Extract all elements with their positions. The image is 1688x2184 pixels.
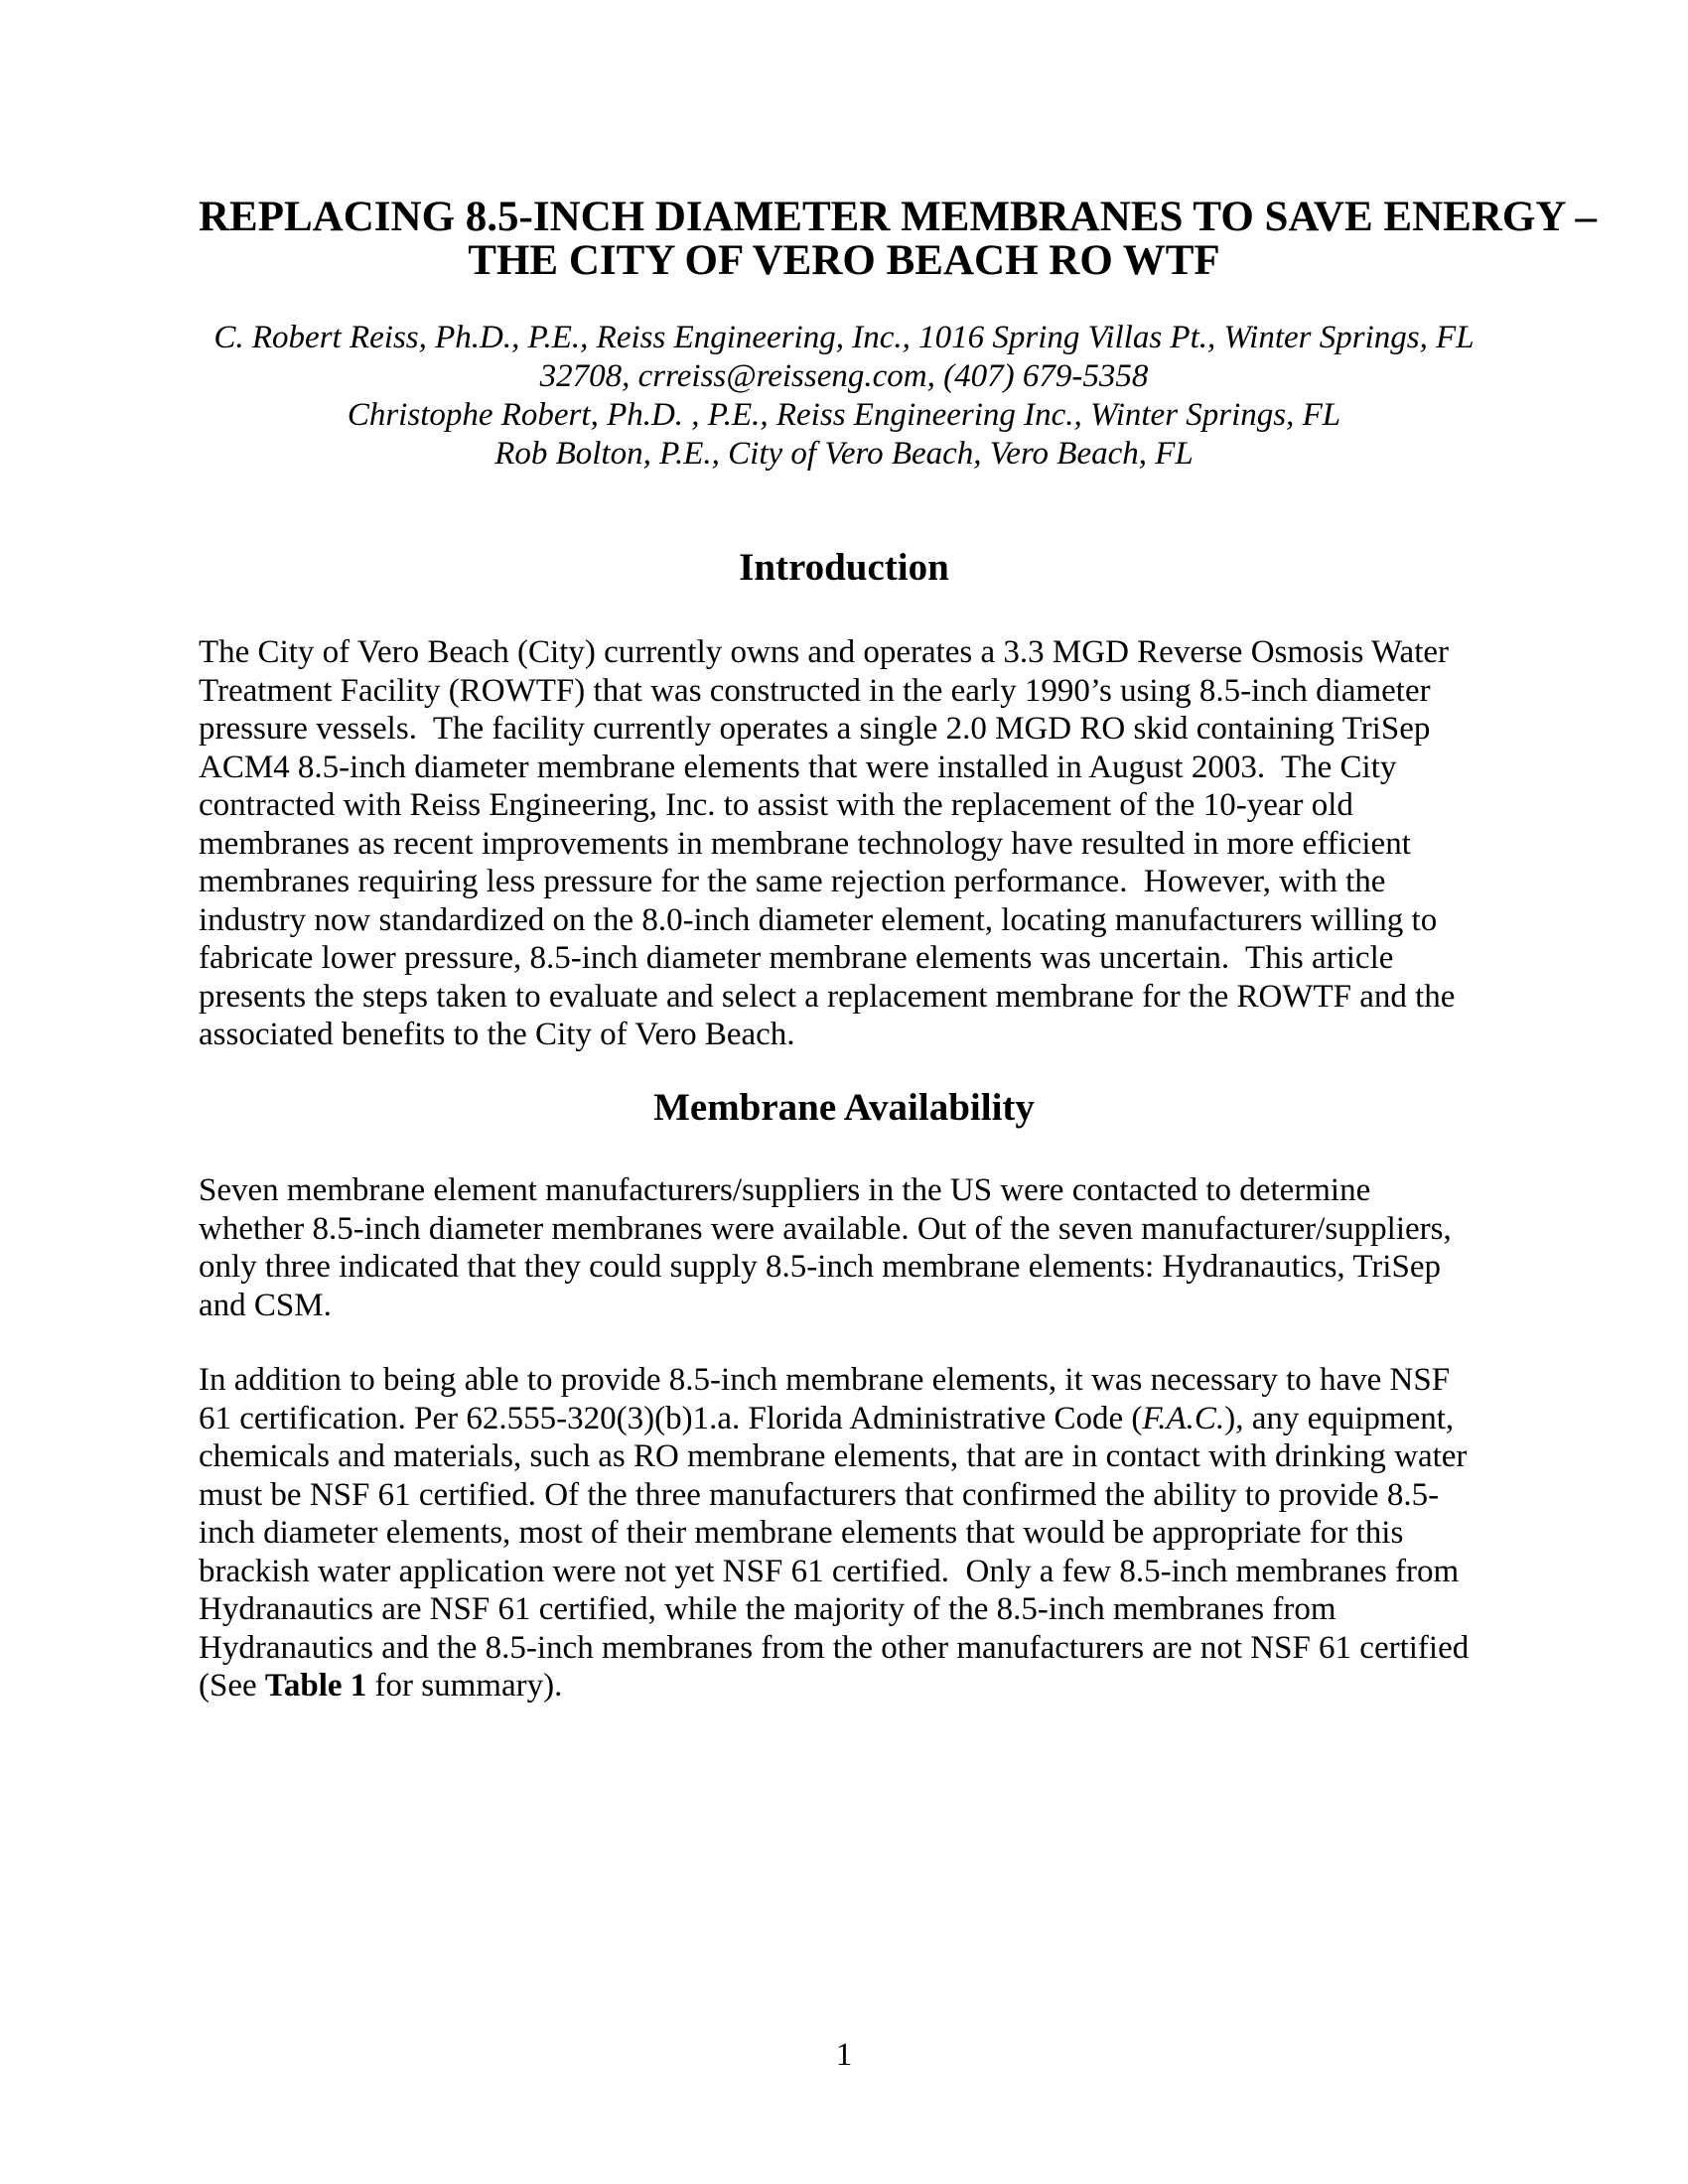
text-line xyxy=(199,1590,1589,1629)
text-segment: brackish water application were not yet NSF 61 certified. Only a few 8.5-inch membranes from xyxy=(199,1553,1460,1589)
text-segment: for summary). xyxy=(366,1668,563,1704)
text-segment: Treatment Facility (ROWTF) that was constructed in the early 1990’s using 8.5-inch diameter xyxy=(199,672,1431,709)
author-line: 32708, crreiss@reisseng.com, (407) 679-5358 xyxy=(539,358,1149,394)
text-line xyxy=(199,863,1589,901)
text-segment: ), any equipment, xyxy=(1224,1400,1455,1436)
text-segment: presents the steps taken to evaluate and select a replacement membrane for the ROWTF and the xyxy=(199,978,1456,1015)
paragraph-introduction xyxy=(199,633,1589,1054)
section-heading-membrane-availability: Membrane Availability xyxy=(653,1086,1035,1129)
text-segment: In addition to being able to provide 8.5-inch membrane elements, it was necessary to have NSF xyxy=(199,1362,1451,1398)
text-segment: ACM4 8.5-inch diameter membrane elements that were installed in August 2003. The City xyxy=(199,749,1397,785)
text-line xyxy=(199,825,1589,864)
text-line xyxy=(199,939,1589,978)
text-line xyxy=(199,786,1589,825)
text-segment: inch diameter elements, most of their membrane elements that would be appropriate for this xyxy=(199,1515,1404,1551)
text-line xyxy=(199,1361,1589,1400)
text-segment: only three indicated that they could supply 8.5-inch membrane elements: Hydranautics, TriSep xyxy=(199,1249,1441,1285)
text-line xyxy=(199,672,1589,711)
author-line: Rob Bolton, P.E., City of Vero Beach, Vero Beach, FL xyxy=(494,436,1194,472)
text-line xyxy=(199,1016,1589,1054)
text-segment-italic: F.A.C. xyxy=(1142,1400,1225,1436)
text-line xyxy=(199,1248,1589,1287)
text-line xyxy=(199,1210,1589,1249)
text-segment: membranes as recent improvements in membrane technology have resulted in more efficient xyxy=(199,825,1411,862)
text-line xyxy=(199,1629,1589,1668)
text-segment: The City of Vero Beach (City) currently owns and operates a 3.3 MGD Reverse Osmosis Water xyxy=(199,634,1449,670)
text-line xyxy=(199,901,1589,940)
text-line xyxy=(199,1667,1589,1706)
text-segment: associated benefits to the City of Vero Beach. xyxy=(199,1017,795,1052)
text-segment: industry now standardized on the 8.0-inch diameter element, locating manufacturers willing to xyxy=(199,901,1438,938)
author-block xyxy=(199,319,1489,474)
text-segment-bold: Table 1 xyxy=(264,1668,367,1704)
section-heading-introduction: Introduction xyxy=(739,546,949,589)
text-segment: 61 certification. Per 62.555-320(3)(b)1.a. Florida Administrative Code ( xyxy=(199,1400,1143,1436)
author-line: C. Robert Reiss, Ph.D., P.E., Reiss Engineering, Inc., 1016 Spring Villas Pt., Winter Springs, FL xyxy=(213,320,1475,355)
text-segment: chemicals and materials, such as RO membrane elements, that are in contact with drinking water xyxy=(199,1438,1468,1474)
paper-title-line: REPLACING 8.5-INCH DIAMETER MEMBRANES TO SAVE ENERGY – xyxy=(199,194,1598,240)
text-segment: membranes requiring less pressure for the same rejection performance. However, with the xyxy=(199,864,1386,899)
paragraph-membrane-availability-2 xyxy=(199,1361,1589,1706)
author-line: Christophe Robert, Ph.D. , P.E., Reiss Engineering Inc., Winter Springs, FL xyxy=(347,397,1341,433)
text-line xyxy=(199,749,1589,787)
text-line xyxy=(199,1171,1589,1210)
text-line xyxy=(199,1476,1589,1515)
text-segment: whether 8.5-inch diameter membranes were available. Out of the seven manufacturer/suppliers, xyxy=(199,1210,1452,1247)
page-number: 1 xyxy=(835,2037,853,2073)
text-line xyxy=(199,1287,1589,1325)
text-line xyxy=(199,633,1589,672)
text-segment: must be NSF 61 certified. Of the three manufacturers that confirmed the ability to provide 8.5- xyxy=(199,1476,1440,1513)
text-segment: Hydranautics and the 8.5-inch membranes from the other manufacturers are not NSF 61 certified xyxy=(199,1629,1470,1666)
text-line xyxy=(199,978,1589,1017)
paragraph-membrane-availability-1 xyxy=(199,1171,1589,1324)
text-segment: and CSM. xyxy=(199,1287,332,1323)
text-segment: pressure vessels. The facility currently operates a single 2.0 MGD RO skid containing TriSep xyxy=(199,711,1431,747)
text-segment: fabricate lower pressure, 8.5-inch diameter membrane elements was uncertain. This article xyxy=(199,940,1394,976)
text-line xyxy=(199,1400,1589,1438)
text-line xyxy=(199,1437,1589,1476)
text-line xyxy=(199,1553,1589,1591)
paper-title-line: THE CITY OF VERO BEACH RO WTF xyxy=(468,237,1220,284)
text-segment: Hydranautics are NSF 61 certified, while the majority of the 8.5-inch membranes from xyxy=(199,1591,1336,1627)
text-line xyxy=(199,1514,1589,1553)
paper-title xyxy=(199,194,1598,284)
text-segment: (See xyxy=(199,1668,265,1704)
text-line xyxy=(199,710,1589,749)
text-segment: Seven membrane element manufacturers/suppliers in the US were contacted to determine xyxy=(199,1172,1371,1208)
text-segment: contracted with Reiss Engineering, Inc. to assist with the replacement of the 10-year old xyxy=(199,787,1353,823)
